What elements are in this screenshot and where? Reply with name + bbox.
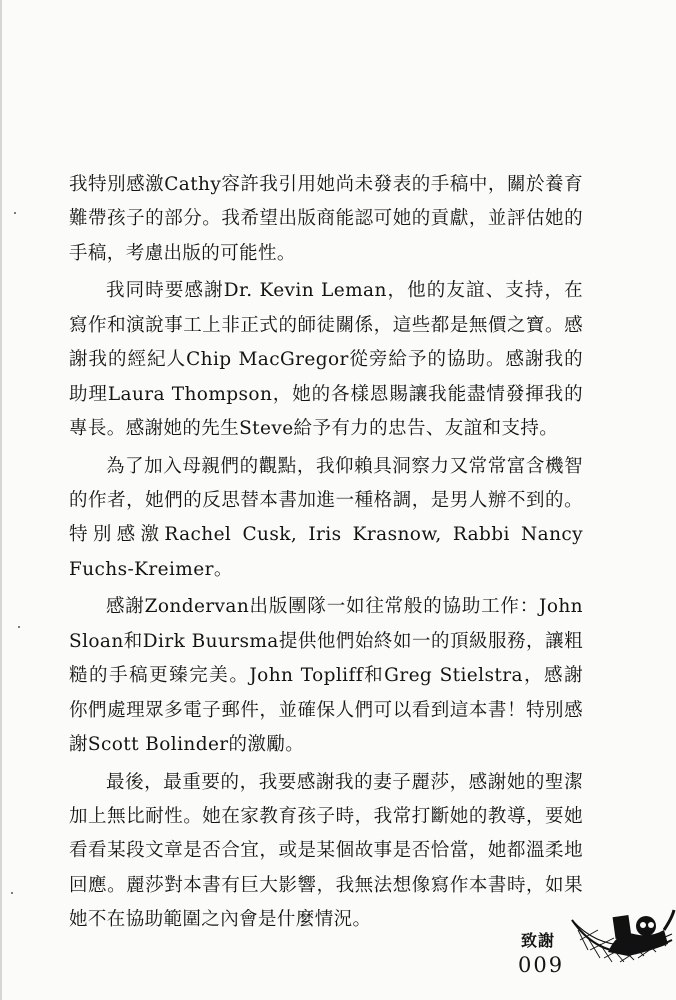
page-number: 009: [518, 953, 565, 977]
hammock-reader-icon: [568, 900, 676, 976]
paragraph-3: 為了加入母親們的觀點，我仰賴具洞察力又常常富含機智的作者，她們的反思替本書加進一種格調，是男人辦不到的。特別感激Rachel Cusk, Iris Krasnow, Rabbi Nancy Fuchs-Kreimer。: [69, 455, 583, 580]
scan-speck: [18, 626, 20, 628]
paragraph-5: 最後，最重要的，我要感謝我的妻子麗莎，感謝她的聖潔加上無比耐性。她在家教育孩子時，我常打斷她的教導，要她看看某段文章是否合宜，或是某個故事是否恰當，她都溫柔地回應。麗莎對本書有巨大影響，我無法想像寫作本書時，如果她不在協助範圍之內會是什麼情況。: [69, 771, 583, 931]
paragraph-1: 我特別感激Cathy容許我引用她尚未發表的手稿中，關於養育難帶孩子的部分。我希望出版商能認可她的貢獻，並評估她的手稿，考慮出版的可能性。: [69, 174, 583, 264]
scan-speck: [11, 892, 13, 894]
paragraph-4: 感謝Zondervan出版團隊一如往常般的協助工作：John Sloan和Dirk Buursma提供他們始終如一的頂級服務，讓粗糙的手稿更臻完美。John Topliff和Greg Stielstra，感謝你們處理眾多電子郵件，並確保人們可以看到這本書！特別感謝Scott Bolinder的激勵。: [69, 596, 583, 756]
section-label: 致謝: [521, 931, 556, 950]
scan-speck: [14, 212, 16, 214]
body-text: [69, 168, 583, 941]
paragraph-2: 我同時要感謝Dr. Kevin Leman，他的友誼、支持，在寫作和演說事工上非正式的師徒關係，這些都是無價之寶。感謝我的經紀人Chip MacGregor從旁給予的協助。感謝我的助理Laura Thompson，她的各樣恩賜讓我能盡情發揮我的專長。感謝她的先生Steve給予有力的忠告、友誼和支持。: [69, 280, 583, 440]
